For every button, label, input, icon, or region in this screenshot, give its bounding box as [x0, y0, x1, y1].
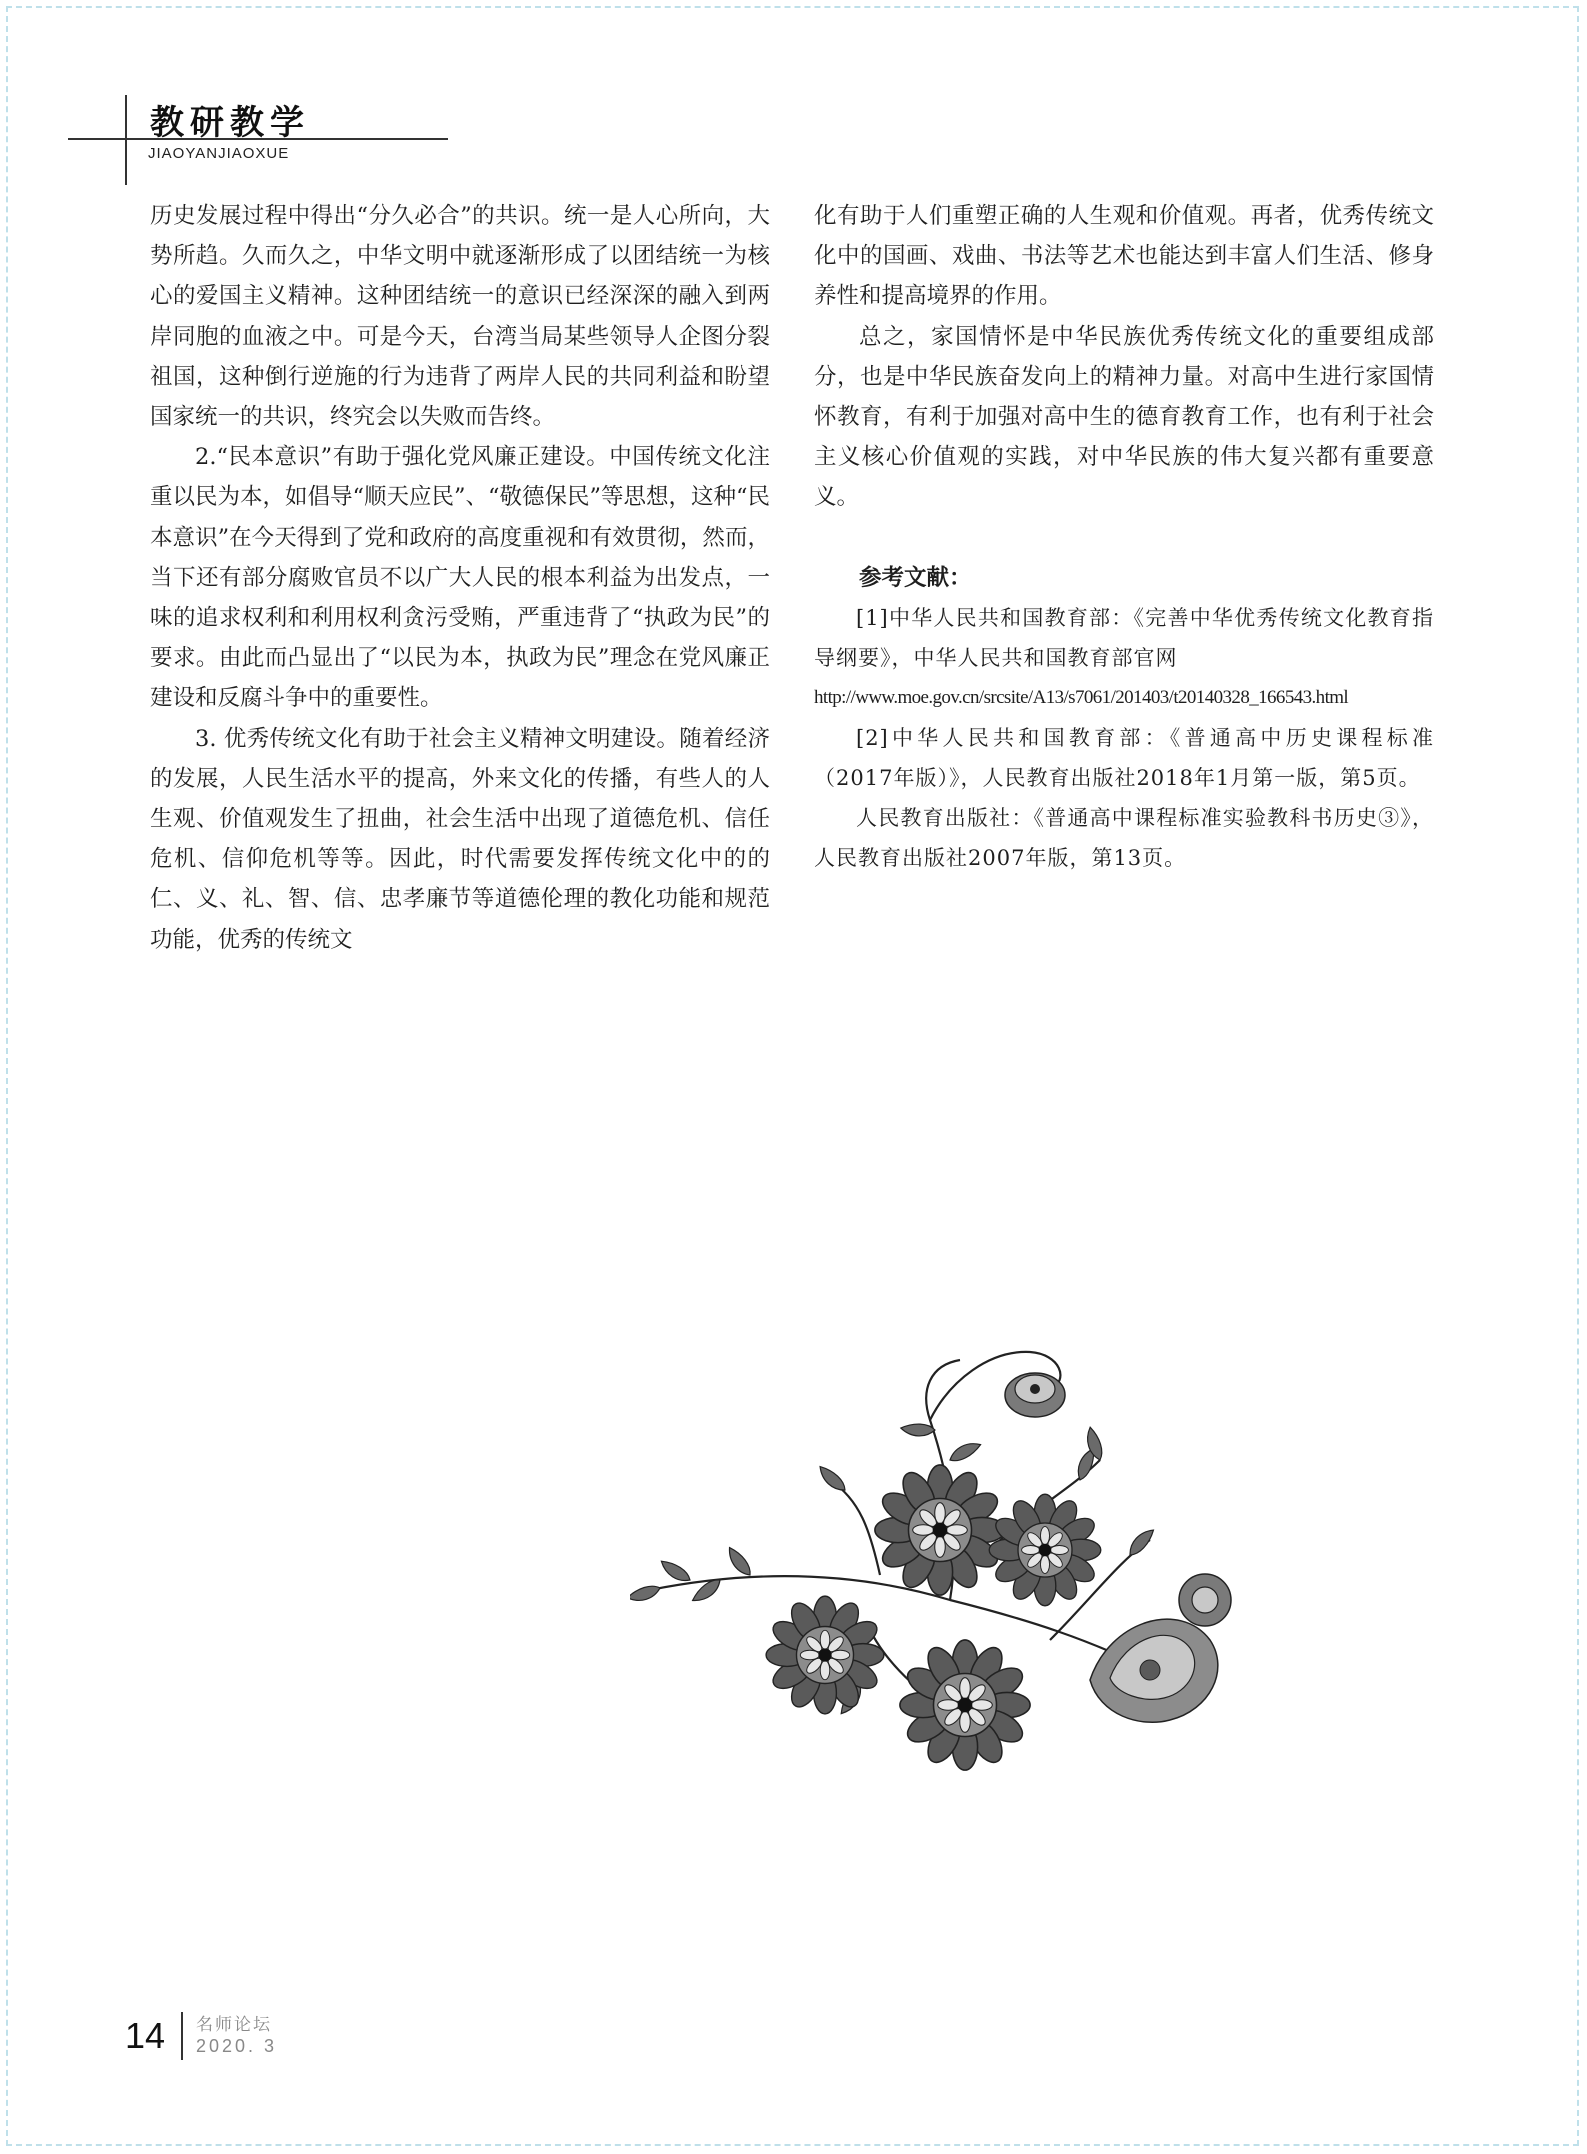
right-column: [814, 196, 1434, 878]
reference-1-url: http://www.moe.gov.cn/srcsite/A13/s7061/201403/t20140328_166543.html: [814, 686, 1349, 708]
paragraph-continuation: 历史发展过程中得出“分久必合”的共识。统一是人心所向，大势所趋。久而久之，中华文明中就逐渐形成了以团结统一为核心的爱国主义精神。这种团结统一的意识已经深深的融入到两岸同胞的血液之中。可是今天，台湾当局某些领导人企图分裂祖国，这种倒行逆施的行为违背了两岸人民的共同利益和盼望国家统一的共识，终究会以失败而告终。: [150, 203, 770, 431]
paragraph-min-ben: 2.“民本意识”有助于强化党风廉正建设。中国传统文化注重以民为本，如倡导“顺天应民”、“敬德保民”等思想，这种“民本意识”在今天得到了党和政府的高度重视和有效贯彻，然而，当下还有部分腐败官员不以广大人民的根本利益为出发点，一味的追求权利和利用权利贪污受贿，严重违背了“执政为民”的要求。由此而凸显出了“以民为本，执政为民”理念在党风廉正建设和反腐斗争中的重要性。: [150, 444, 771, 712]
section-title: 教研教学: [150, 103, 310, 143]
reference-3: 人民教育出版社：《普通高中课程标准实验教科书历史③》，人民教育出版社2007年版，第13页。: [814, 805, 1434, 870]
floral-ornament-icon: [630, 1340, 1280, 1790]
section-pinyin: JIAOYANJIAOXUE: [148, 145, 290, 162]
paragraph-spiritual-civilization: 3. 优秀传统文化有助于社会主义精神文明建设。随着经济的发展，人民生活水平的提高，外来文化的传播，有些人的人生观、价值观发生了扭曲，社会生活中出现了道德危机、信任危机、信仰危机等等。因此，时代需要发挥传统文化中的的仁、义、礼、智、信、忠孝廉节等道德伦理的教化功能和规范功能，优秀的传统文: [150, 725, 770, 953]
left-column: [150, 196, 770, 960]
page-number: 14: [125, 2015, 166, 2056]
reference-1: [814, 598, 1434, 678]
reference-2: [2]中华人民共和国教育部：《普通高中历史课程标准（2017年版）》，人民教育出版社2018年1月第一版，第5页。: [814, 725, 1434, 790]
footer-vertical-rule: [181, 2012, 183, 2060]
journal-name: 名师论坛: [196, 2015, 272, 2035]
issue-date: 2020. 3: [196, 2036, 278, 2056]
paragraph-conclusion: 总之，家国情怀是中华民族优秀传统文化的重要组成部分，也是中华民族奋发向上的精神力量。对高中生进行家国情怀教育，有利于加强对高中生的德育教育工作，也有利于社会主义核心价值观的实践，对中华民族的伟大复兴都有重要意义。: [814, 323, 1434, 511]
references-title: 参考文献：: [859, 564, 972, 591]
paragraph-continuation-right: 化有助于人们重塑正确的人生观和价值观。再者，优秀传统文化中的国画、戏曲、书法等艺术也能达到丰富人们生活、修身养性和提高境界的作用。: [814, 203, 1434, 310]
header-vertical-rule: [125, 95, 127, 185]
reference-1-text: [1]中华人民共和国教育部：《完善中华优秀传统文化教育指导纲要》，中华人民共和国教育部官网: [814, 605, 1434, 670]
